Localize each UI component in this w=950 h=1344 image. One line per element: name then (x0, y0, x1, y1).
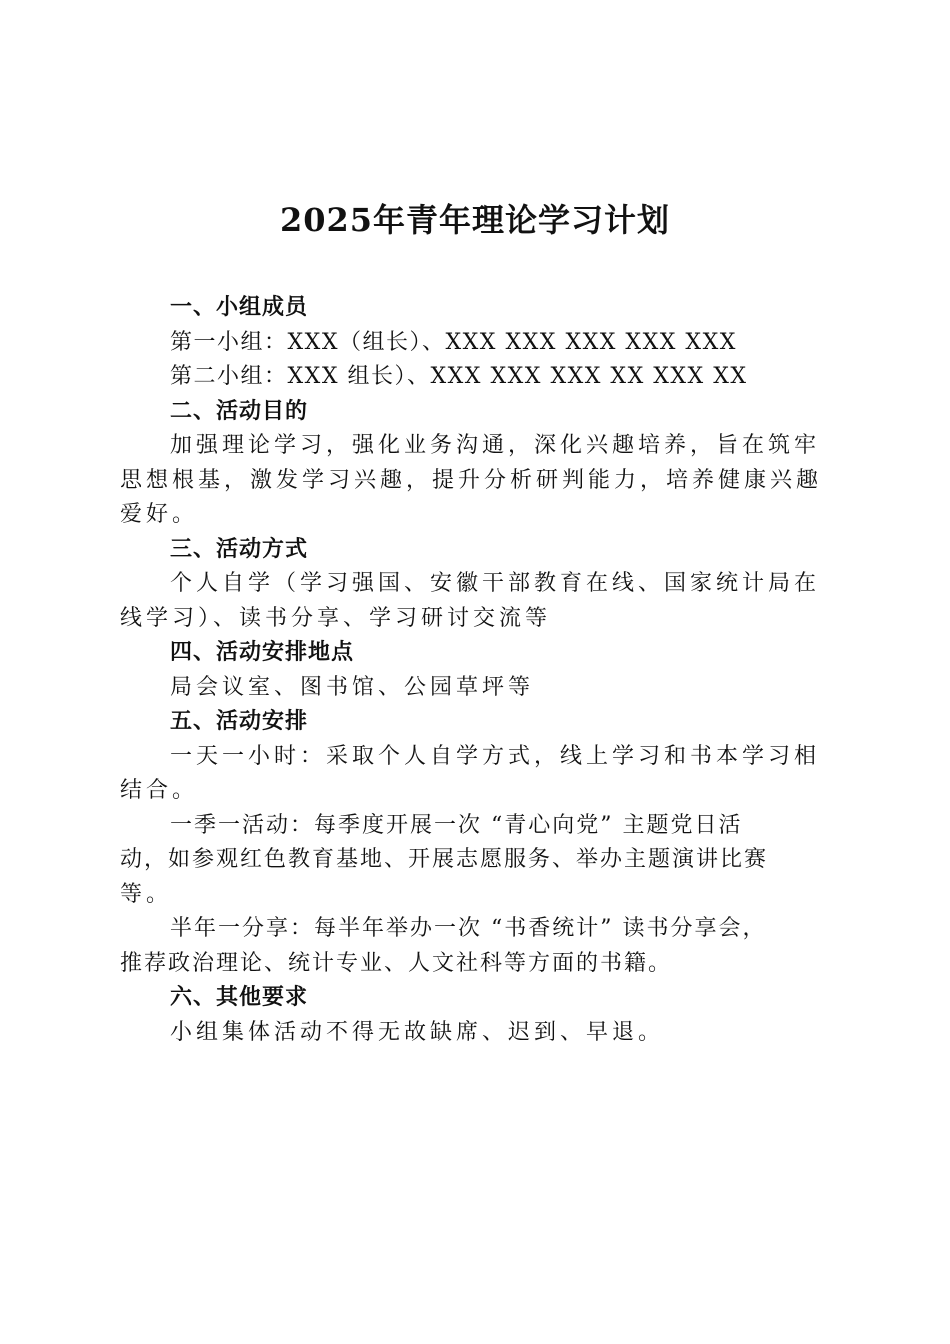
schedule-halfyear-line-1: 半年一分享：每半年举办一次 “书香统计” 读书分享会， (170, 916, 767, 941)
section-heading-method: 三、活动方式 (170, 536, 309, 562)
schedule-quarterly-line-2: 动，如参观红色教育基地、开展志愿服务、举办主题演讲比赛 (120, 847, 769, 872)
section-heading-schedule: 五、活动安排 (170, 709, 309, 734)
method-line-1: 个人自学（学习强国、安徽干部教育在线、国家统计局在 (170, 571, 821, 596)
section-heading-other: 六、其他要求 (170, 985, 309, 1010)
document-body (120, 291, 830, 1050)
schedule-daily-line-1: 一天一小时：采取个人自学方式，线上学习和书本学习相 (170, 743, 821, 769)
document-title: 2025年青年理论学习计划 (279, 201, 671, 239)
other-line-1: 小组集体活动不得无故缺席、迟到、早退。 (170, 1019, 665, 1045)
section-heading-members: 一、小组成员 (170, 295, 309, 320)
location-line-1: 局会议室、图书馆、公园草坪等 (170, 674, 535, 700)
group2-members: 第二小组：XXX 组长）、XXX XXX XXX XX XXX XX (170, 364, 748, 389)
method-line-2: 线学习）、读书分享、学习研讨交流等 (120, 605, 552, 631)
group1-members: 第一小组：XXX（组长）、XXX XXX XXX XXX XXX (170, 329, 737, 355)
schedule-halfyear-line-2: 推荐政治理论、统计专业、人文社科等方面的书籍。 (120, 950, 673, 976)
schedule-quarterly-line-1: 一季一活动：每季度开展一次 “青心向党” 主题党日活 (170, 812, 743, 838)
purpose-line-2: 思想根基，激发学习兴趣，提升分析研判能力，培养健康兴趣 (120, 467, 823, 493)
section-heading-purpose: 二、活动目的 (170, 398, 309, 424)
purpose-line-1: 加强理论学习，强化业务沟通，深化兴趣培养，旨在筑牢 (170, 433, 821, 458)
section-heading-location: 四、活动安排地点 (170, 640, 355, 665)
schedule-daily-line-2: 结合。 (120, 778, 199, 803)
purpose-line-3: 爱好。 (120, 502, 199, 527)
schedule-quarterly-line-3: 等。 (120, 881, 173, 907)
